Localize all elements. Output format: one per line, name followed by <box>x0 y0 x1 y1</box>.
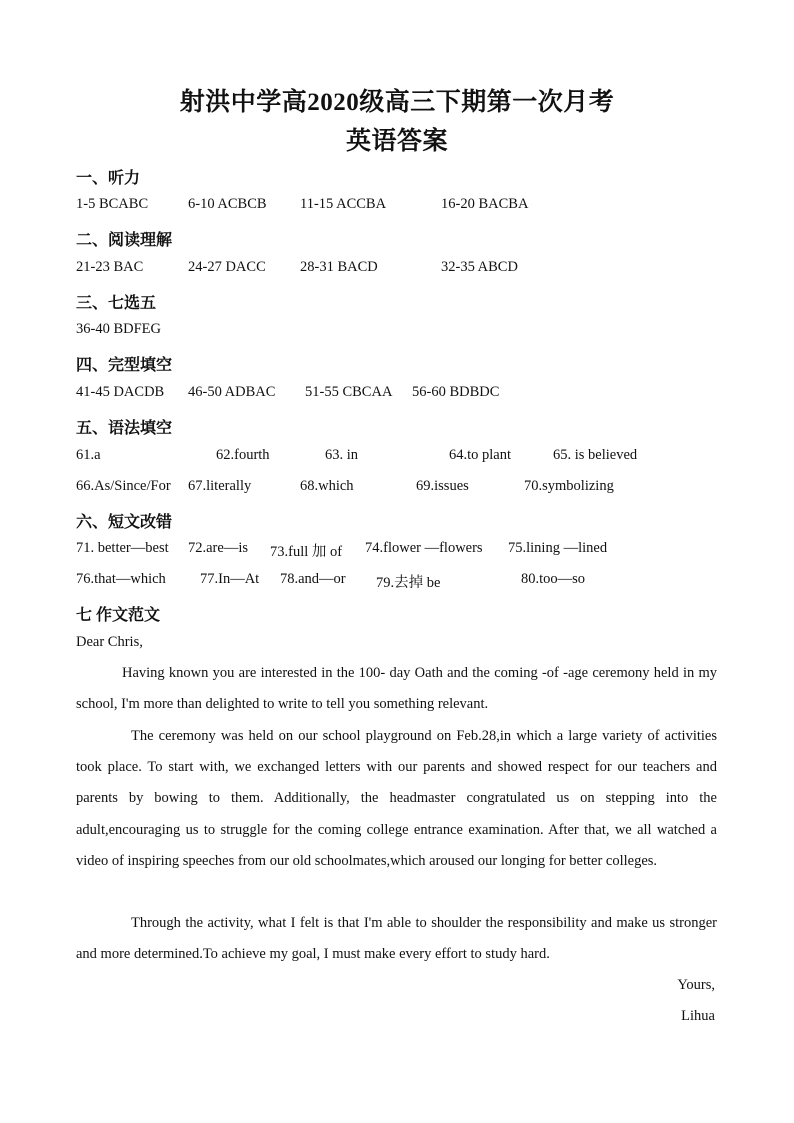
answer-group: 16-20 BACBA <box>441 196 529 212</box>
answer-group: 1-5 BCABC <box>76 196 149 212</box>
answer-item: 72.are—is <box>188 540 248 556</box>
answer-group: 11-15 ACCBA <box>300 196 387 212</box>
answer-row-reading <box>0 259 794 279</box>
section-heading-writing: 七 作文范文 <box>76 607 161 624</box>
answer-item: 78.and—or <box>280 571 346 587</box>
answer-group: 21-23 BAC <box>76 259 144 275</box>
letter-signature: Lihua <box>681 1008 715 1024</box>
answer-item: 71. better—best <box>76 540 169 556</box>
answer-group: 32-35 ABCD <box>441 259 518 275</box>
answer-item: 68.which <box>300 478 354 494</box>
answer-item: 76.that—which <box>76 571 166 587</box>
letter-greeting-row <box>0 634 794 654</box>
answer-group: 36-40 BDFEG <box>76 321 161 337</box>
answer-item: 65. is believed <box>553 447 638 463</box>
section-heading-correction: 六、短文改错 <box>76 514 173 531</box>
page-title: 射洪中学高2020级高三下期第一次月考 <box>179 89 615 116</box>
answer-item: 66.As/Since/For <box>76 478 171 494</box>
letter-paragraph: Having known you are interested in the 100- day Oath and the coming -of -age ceremony held in my school, I'm more than delighted to write to tell you something relevant. <box>76 665 717 713</box>
answer-item: 61.a <box>76 447 101 463</box>
section-heading-cloze: 四、完型填空 <box>76 357 173 374</box>
answer-row-listening <box>0 196 794 216</box>
answer-group: 46-50 ADBAC <box>188 384 276 400</box>
section-heading-grammar: 五、语法填空 <box>76 420 173 437</box>
answer-item: 70.symbolizing <box>524 478 614 494</box>
answer-item: 79.去掉 be <box>376 575 441 591</box>
answer-item: 77.In—At <box>200 571 260 587</box>
answer-item: 74.flower —flowers <box>365 540 483 556</box>
answer-item: 69.issues <box>416 478 469 494</box>
section-heading-listening: 一、听力 <box>76 170 141 187</box>
answer-group: 28-31 BACD <box>300 259 378 275</box>
answer-item: 75.lining —lined <box>508 540 608 556</box>
section-heading-seven-five: 三、七选五 <box>76 295 157 312</box>
answer-row-correction-2 <box>0 571 794 591</box>
section-heading-reading: 二、阅读理解 <box>76 232 173 249</box>
answer-group: 51-55 CBCAA <box>305 384 393 400</box>
answer-item: 67.literally <box>188 478 252 494</box>
answer-group: 41-45 DACDB <box>76 384 165 400</box>
answer-item: 64.to plant <box>449 447 512 463</box>
answer-item: 63. in <box>325 447 359 463</box>
letter-greeting: Dear Chris, <box>76 634 143 650</box>
answer-item: 62.fourth <box>216 447 270 463</box>
answer-group: 6-10 ACBCB <box>188 196 267 212</box>
letter-closing: Yours, <box>677 977 715 993</box>
answer-row-correction-1 <box>0 540 794 560</box>
answer-group: 56-60 BDBDC <box>412 384 500 400</box>
answer-item: 73.full 加 of <box>270 544 343 560</box>
letter-paragraph: Through the activity, what I felt is that I'm able to shoulder the responsibility and make us stronger and more determined.To achieve my goal, I must make every effort to study hard. <box>76 915 717 963</box>
page-subtitle: 英语答案 <box>345 128 448 155</box>
answer-row-cloze <box>0 384 794 404</box>
answer-group: 24-27 DACC <box>188 259 266 275</box>
answer-row-grammar-2 <box>0 478 794 498</box>
answer-row-grammar-1 <box>0 447 794 467</box>
letter-paragraph: The ceremony was held on our school playground on Feb.28,in which a large variety of activities took place. To start with, we exchanged letters with our parents and showed respect for our teachers and parents by bowing to them. Additionally, the headmaster congratulated us on stepping into the adult,encouraging us to struggle for the coming college entrance examination. After that, we all watched a video of inspiring speeches from our old schoolmates,which aroused our longing for better colleges. <box>76 728 717 869</box>
answer-row-seven-five <box>0 321 794 341</box>
answer-item: 80.too—so <box>521 571 586 587</box>
